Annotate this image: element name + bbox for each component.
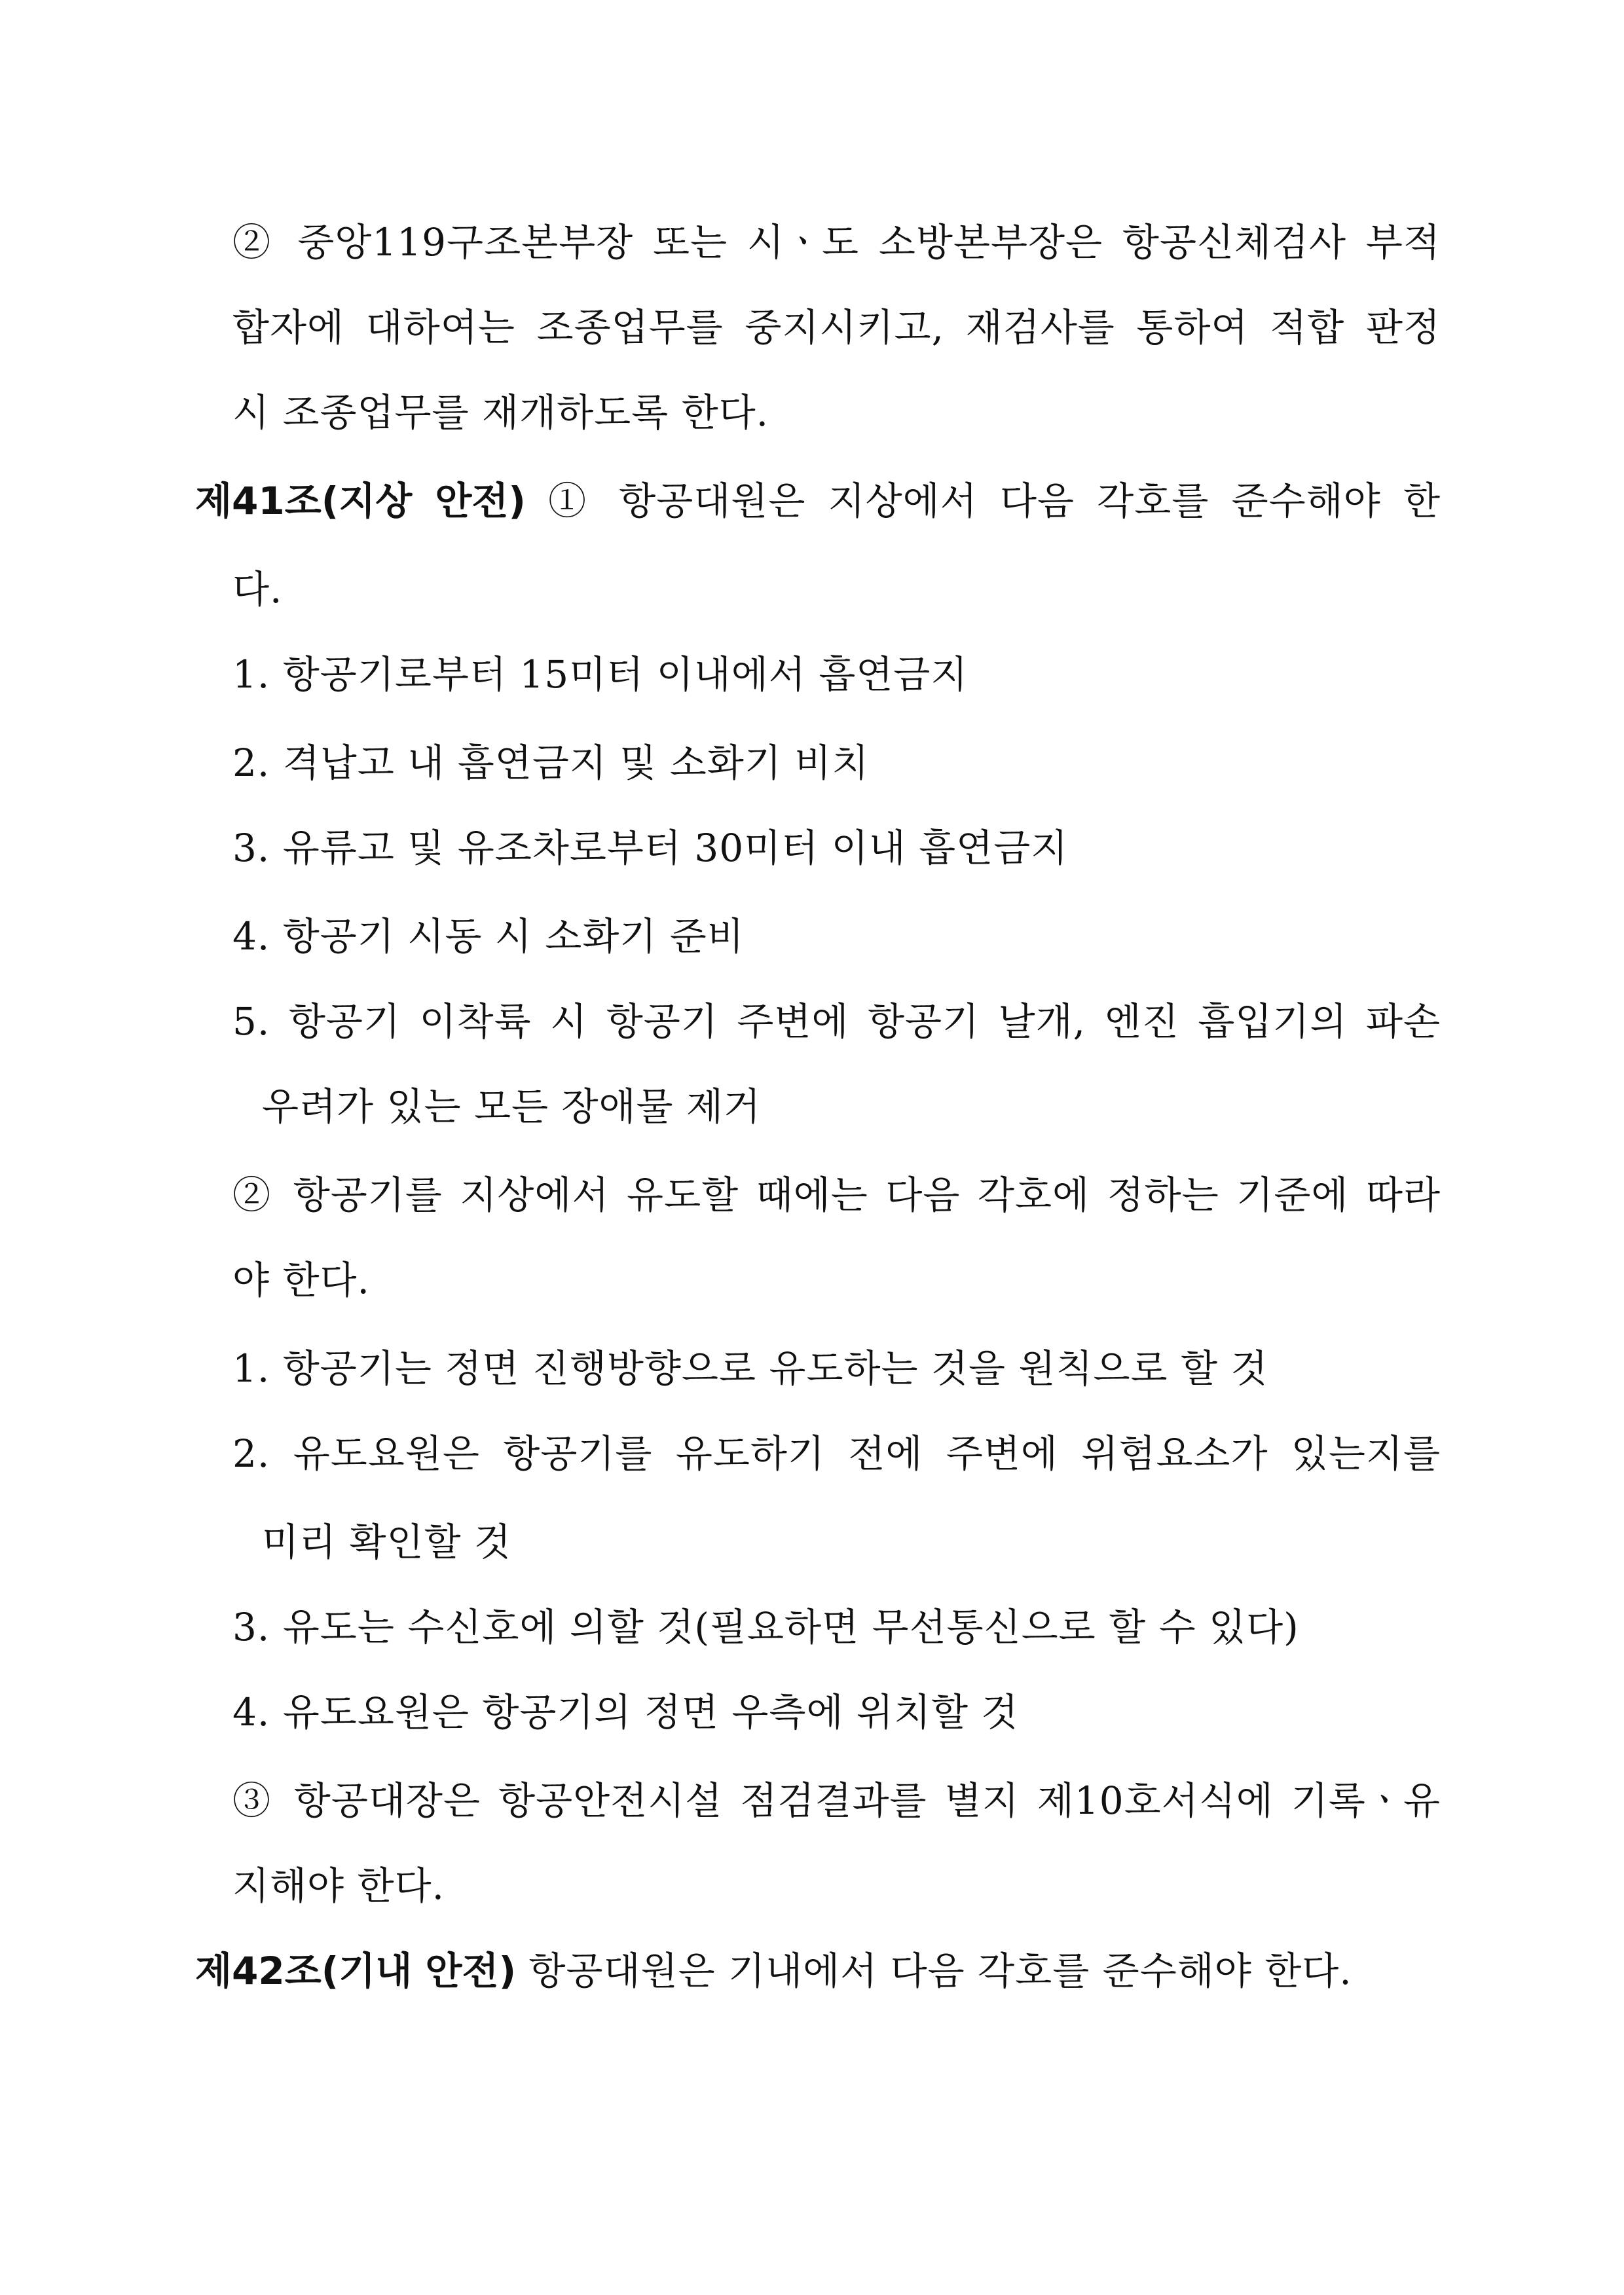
list-item: 2. 유도요원은 항공기를 유도하기 전에 주변에 위험요소가 있는지를 [232, 1431, 1441, 1476]
list-item: 4. 유도요원은 항공기의 정면 우측에 위치할 것 [232, 1690, 1019, 1735]
article-42-heading-line [195, 1945, 1441, 1997]
list-item: 2. 격납고 내 흡연금지 및 소화기 비치 [232, 741, 870, 785]
list-item: 1. 항공기는 정면 진행방향으로 유도하는 것을 원칙으로 할 것 [232, 1346, 1268, 1391]
article-title: 제42조(기내 안전) [195, 1949, 517, 1993]
paragraph-line: ② 중앙119구조본부장 또는 시ㆍ도 소방본부장은 항공신체검사 부적 [232, 220, 1441, 265]
list-item-continuation: 우려가 있는 모든 장애물 제거 [262, 1084, 762, 1129]
paragraph-line: 다. [232, 567, 283, 612]
list-item-continuation: 미리 확인할 것 [262, 1520, 512, 1564]
paragraph-line: 합자에 대하여는 조종업무를 중지시키고, 재검사를 통하여 적합 판정 [232, 305, 1441, 350]
paragraph-line: ② 항공기를 지상에서 유도할 때에는 다음 각호에 정하는 기준에 따라 [232, 1173, 1441, 1217]
article-text: ① 항공대원은 지상에서 다음 각호를 준수해야 한 [525, 479, 1441, 523]
paragraph-line: 야 한다. [232, 1258, 370, 1302]
list-item: 3. 유류고 및 유조차로부터 30미터 이내 흡연금지 [232, 826, 1069, 870]
list-item: 1. 항공기로부터 15미터 이내에서 흡연금지 [232, 652, 969, 697]
paragraph-line: 지해야 한다. [232, 1864, 445, 1908]
list-item: 4. 항공기 시동 시 소화기 준비 [232, 914, 745, 959]
list-item: 5. 항공기 이착륙 시 항공기 주변에 항공기 날개, 엔진 흡입기의 파손 [232, 999, 1441, 1044]
article-text: 항공대원은 기내에서 다음 각호를 준수해야 한다. [516, 1949, 1352, 1993]
article-title: 제41조(지상 안전) [195, 479, 526, 523]
article-41-heading-line [195, 475, 1441, 527]
list-item: 3. 유도는 수신호에 의할 것(필요하면 무선통신으로 할 수 있다) [232, 1605, 1299, 1649]
paragraph-line: 시 조종업무를 재개하도록 한다. [232, 390, 769, 435]
paragraph-line: ③ 항공대장은 항공안전시설 점검결과를 별지 제10호서식에 기록ㆍ유 [232, 1778, 1441, 1823]
